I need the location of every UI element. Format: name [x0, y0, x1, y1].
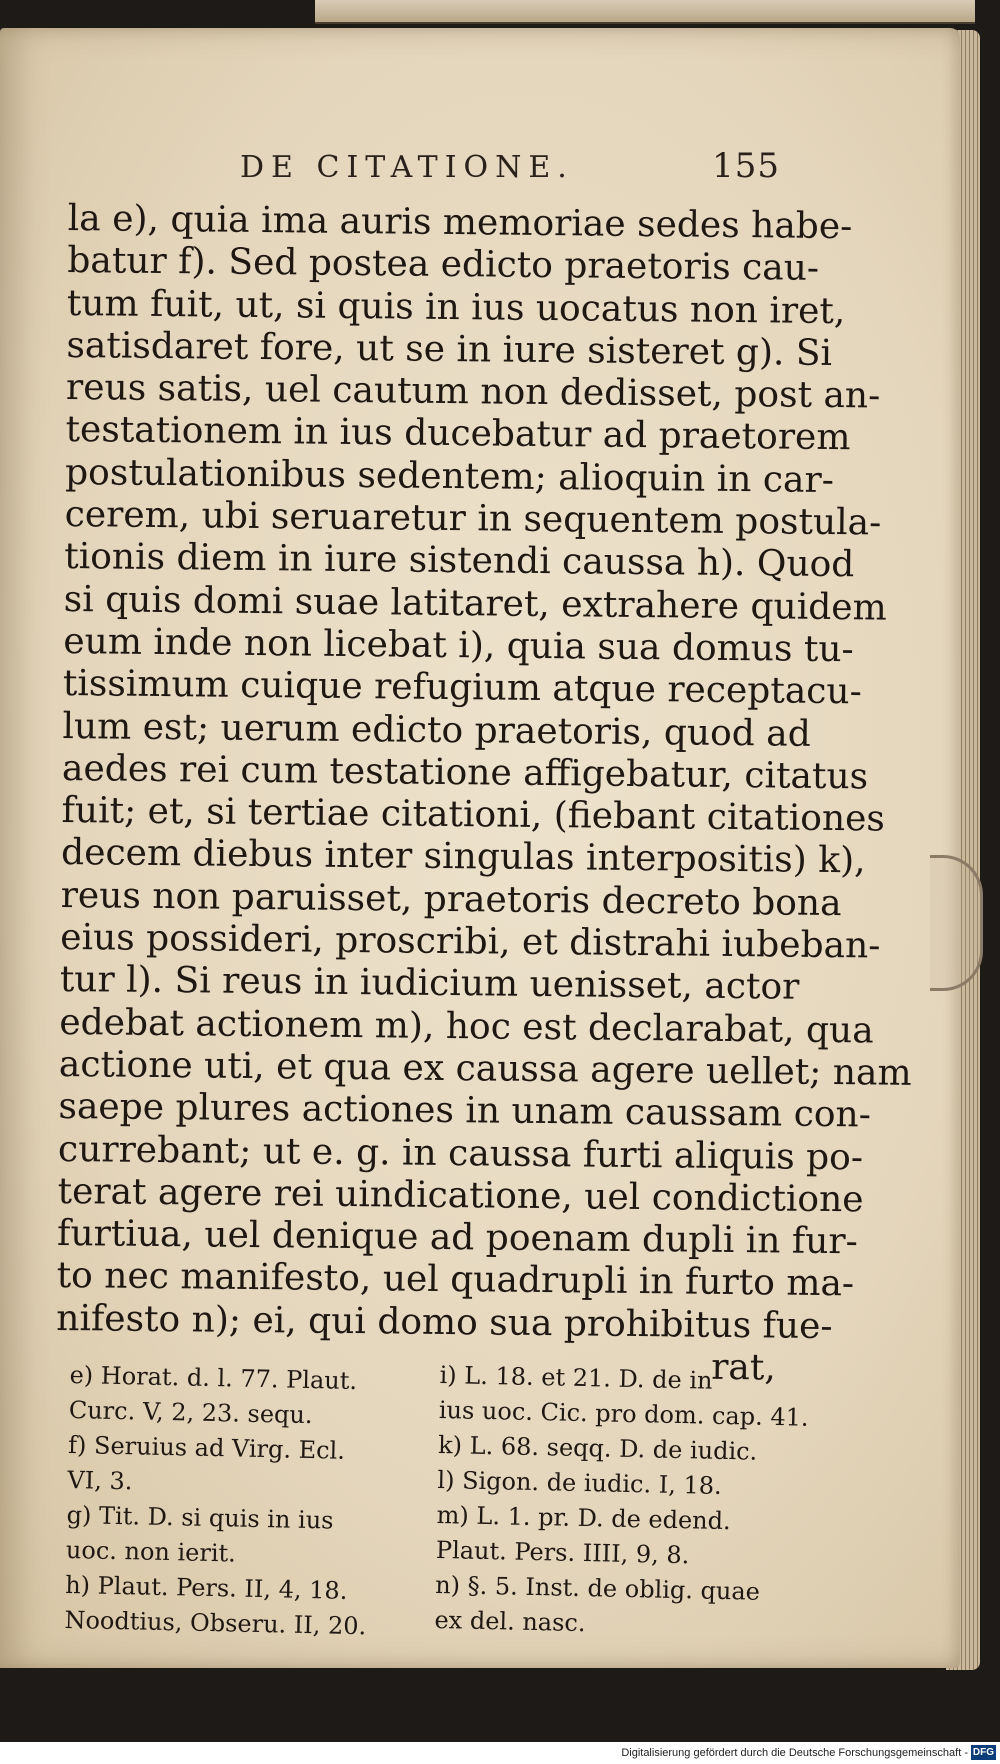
text-line: decem diebus inter singulas interpositis) k),: [60, 832, 866, 882]
text-line: tur l). Si reus in iudicium uenisset, actor: [59, 959, 800, 1009]
text-line: tum fuit, ut, si quis in ius uocatus non iret,: [66, 282, 846, 332]
text-line: cerem, ubi seruaretur in sequentem postula-: [64, 494, 882, 544]
footnote-line: ex del. nasc.: [434, 1605, 586, 1638]
text-line: la e), quia ima auris memoriae sedes habe-: [67, 198, 853, 248]
text-line: furtiua, uel denique ad poenam dupli in fur-: [56, 1213, 859, 1263]
text-line: actione uti, et qua ex caussa agere uellet; nam: [58, 1043, 912, 1094]
text-line: batur f). Sed postea edicto praetoris cau-: [67, 240, 820, 290]
text-line: reus satis, uel cautum non dedisset, post an-: [65, 367, 881, 417]
text-line: reus non paruisset, praetoris decreto bona: [60, 874, 842, 924]
footnote-line: f) Seruius ad Virg. Ecl.: [67, 1430, 346, 1465]
footnote-line: k) L. 68. seqq. D. de iudic.: [437, 1430, 758, 1466]
dfg-logo: DFG: [972, 1747, 994, 1758]
footnote-line: uoc. non ierit.: [65, 1535, 237, 1568]
text-line: eum inde non licebat i), quia sua domus tu-: [63, 620, 854, 671]
footnotes-left: [64, 1358, 420, 1645]
page-clip: [930, 855, 983, 991]
text-line: currebant; ut e. g. in caussa furti aliquis po-: [57, 1128, 864, 1178]
header-title: DE CITATIONE.: [240, 150, 574, 185]
body-text: [56, 198, 912, 1390]
footnote-line: Plaut. Pers. IIII, 9, 8.: [435, 1535, 690, 1570]
footnote-line: l) Sigon. de iudic. I, 18.: [437, 1465, 722, 1500]
page-number: 155: [712, 146, 780, 186]
footnote-line: VI, 3.: [67, 1465, 133, 1496]
footer-credit: Digitalisierung gefördert durch die Deutsche Forschungsgemeinschaft -: [621, 1747, 968, 1759]
text-line: si quis domi suae latitaret, extrahere quidem: [63, 578, 887, 629]
text-line: terat agere rei uindicatione, uel condictione: [57, 1170, 864, 1221]
footnote-line: e) Horat. d. l. 77. Plaut.: [69, 1360, 358, 1396]
text-line: tissimum cuique refugium atque receptacu-: [62, 663, 863, 713]
text-line: aedes rei cum testatione affigebatur, citatus: [61, 747, 869, 798]
footnotes-right: [434, 1358, 809, 1645]
book-top-edge: [315, 0, 975, 24]
text-line: testationem in ius ducebatur ad praetorem: [65, 409, 851, 459]
running-header: [240, 146, 780, 196]
footnote-line: ius uoc. Cic. pro dom. cap. 41.: [438, 1395, 809, 1432]
catchword: rat,: [710, 1346, 777, 1389]
footnote-line: i) L. 18. et 21. D. de in: [439, 1360, 713, 1395]
text-line: lum est; uerum edicto praetoris, quod ad: [62, 705, 811, 755]
text-line: postulationibus sedentem; alioquin in car-: [64, 451, 835, 501]
digitization-footer: [0, 1742, 1000, 1764]
footnote-line: g) Tit. D. si quis in ius: [66, 1500, 334, 1535]
text-line: fuit; et, si tertiae citationi, (fiebant citationes: [61, 790, 886, 840]
text-line: tionis diem in iure sistendi caussa h). Quod: [64, 536, 855, 586]
footnote-line: h) Plaut. Pers. II, 4, 18.: [64, 1570, 348, 1605]
text-line: nifesto n); ei, qui domo sua prohibitus fue-: [56, 1297, 833, 1347]
text-line: to nec manifesto, uel quadrupli in furto ma-: [56, 1255, 855, 1305]
text-line: satisdaret fore, ut se in iure sisteret g). Si: [66, 324, 833, 374]
text-line: eius possideri, proscribi, et distrahi iubeban-: [60, 917, 881, 967]
text-line: edebat actionem m), hoc est declarabat, qua: [59, 1001, 874, 1052]
footnote-line: m) L. 1. pr. D. de edend.: [436, 1500, 731, 1536]
book-page: [0, 28, 960, 1668]
footnote-line: n) §. 5. Inst. de oblig. quae: [434, 1570, 761, 1606]
text-line: saepe plures actiones in unam caussam con-: [58, 1086, 872, 1136]
footnote-line: Curc. V, 2, 23. sequ.: [68, 1395, 313, 1430]
footnote-line: Noodtius, Obseru. II, 20.: [64, 1605, 367, 1641]
